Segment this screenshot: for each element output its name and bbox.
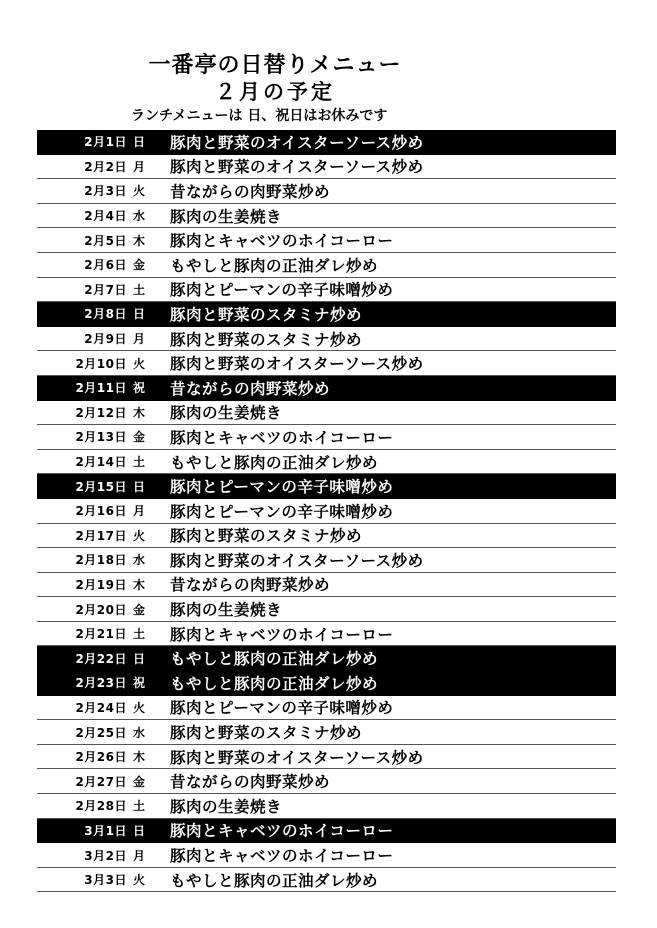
menu-row-closed: [37, 819, 616, 844]
menu-row: [37, 769, 616, 794]
menu-weekday: 水: [133, 553, 146, 568]
menu-dish: 豚肉とピーマンの辛子味噌炒め: [170, 478, 394, 497]
menu-row: [37, 794, 616, 819]
menu-date: 3月1日: [84, 823, 127, 838]
menu-date: 2月4日: [84, 209, 127, 224]
menu-dish: 豚肉とピーマンの辛子味噌炒め: [170, 502, 394, 521]
menu-weekday: 火: [133, 873, 146, 888]
menu-row: [37, 204, 616, 229]
menu-dish: 豚肉とピーマンの辛子味噌炒め: [170, 281, 394, 300]
menu-row: [37, 597, 616, 622]
menu-row: [37, 622, 616, 647]
menu-weekday: 日: [133, 307, 146, 322]
menu-row: [37, 155, 616, 180]
menu-weekday: 月: [133, 504, 146, 519]
menu-weekday: 祝: [133, 381, 146, 396]
menu-row: [37, 868, 616, 893]
menu-row: [37, 843, 616, 868]
menu-row: [37, 720, 616, 745]
menu-date: 2月8日: [84, 307, 127, 322]
menu-weekday: 木: [133, 405, 146, 420]
menu-dish: 豚肉の生姜焼き: [170, 797, 283, 816]
menu-date: 2月26日: [75, 750, 127, 765]
menu-date: 2月17日: [75, 528, 127, 543]
menu-date: 2月20日: [75, 602, 127, 617]
menu-dish: 豚肉とキャベツのホイコーロー: [170, 232, 394, 251]
menu-dish: 豚肉と野菜のスタミナ炒め: [170, 305, 363, 324]
page-title: 一番亭の日替りメニュー: [148, 53, 402, 78]
menu-weekday: 日: [133, 479, 146, 494]
menu-date: 2月18日: [75, 553, 127, 568]
menu-schedule-table: [37, 130, 616, 892]
menu-date: 2月10日: [75, 356, 127, 371]
menu-row-closed: [37, 474, 616, 499]
menu-row: [37, 745, 616, 770]
menu-weekday: 日: [133, 823, 146, 838]
menu-weekday: 金: [133, 430, 146, 445]
menu-row: [37, 401, 616, 426]
menu-date: 2月22日: [75, 651, 127, 666]
menu-dish: 豚肉と野菜のオイスターソース炒め: [170, 158, 424, 177]
menu-row-closed: [37, 376, 616, 401]
menu-date: 2月6日: [84, 258, 127, 273]
menu-row-closed: [37, 130, 616, 155]
menu-dish: 豚肉と野菜のスタミナ炒め: [170, 724, 363, 743]
menu-weekday: 月: [133, 848, 146, 863]
menu-date: 2月9日: [84, 332, 127, 347]
menu-dish: もやしと豚肉の正油ダレ炒め: [170, 871, 379, 890]
menu-dish: 豚肉の生姜焼き: [170, 404, 283, 423]
menu-row: [37, 179, 616, 204]
menu-date: 2月25日: [75, 725, 127, 740]
menu-dish: 豚肉と野菜のオイスターソース炒め: [170, 355, 424, 374]
menu-dish: 豚肉と野菜のオイスターソース炒め: [170, 748, 424, 767]
menu-date: 2月27日: [75, 774, 127, 789]
menu-weekday: 火: [133, 528, 146, 543]
page-subtitle: ２月の予定: [215, 80, 335, 104]
menu-row: [37, 499, 616, 524]
menu-weekday: 土: [133, 799, 146, 814]
menu-date: 2月16日: [75, 504, 127, 519]
menu-dish: 豚肉と野菜のオイスターソース炒め: [170, 133, 424, 152]
menu-weekday: 木: [133, 577, 146, 592]
menu-row-closed: [37, 646, 616, 671]
menu-row: [37, 696, 616, 721]
menu-dish: もやしと豚肉の正油ダレ炒め: [170, 453, 379, 472]
menu-date: 2月19日: [75, 577, 127, 592]
menu-dish: 豚肉とキャベツのホイコーロー: [170, 625, 394, 644]
menu-weekday: 土: [133, 627, 146, 642]
menu-dish: 豚肉と野菜のスタミナ炒め: [170, 527, 363, 546]
menu-dish: 昔ながらの肉野菜炒め: [170, 576, 331, 595]
menu-weekday: 土: [133, 282, 146, 297]
menu-row: [37, 573, 616, 598]
menu-dish: 昔ながらの肉野菜炒め: [170, 182, 331, 201]
menu-dish: 豚肉の生姜焼き: [170, 207, 283, 226]
menu-dish: 豚肉の生姜焼き: [170, 601, 283, 620]
menu-row: [37, 253, 616, 278]
menu-row: [37, 278, 616, 303]
menu-date: 2月21日: [75, 627, 127, 642]
menu-weekday: 祝: [133, 676, 146, 691]
menu-weekday: 水: [133, 209, 146, 224]
menu-dish: もやしと豚肉の正油ダレ炒め: [170, 674, 379, 693]
menu-dish: 昔ながらの肉野菜炒め: [170, 773, 331, 792]
menu-dish: 豚肉とピーマンの辛子味噌炒め: [170, 699, 394, 718]
menu-dish: 豚肉とキャベツのホイコーロー: [170, 847, 394, 866]
menu-dish: 豚肉と野菜のオイスターソース炒め: [170, 551, 424, 570]
menu-row: [37, 351, 616, 376]
menu-date: 3月2日: [84, 848, 127, 863]
menu-row: [37, 228, 616, 253]
menu-dish: 豚肉とキャベツのホイコーロー: [170, 822, 394, 841]
menu-weekday: 月: [133, 159, 146, 174]
menu-row: [37, 548, 616, 573]
menu-dish: 昔ながらの肉野菜炒め: [170, 379, 331, 398]
menu-row-closed: [37, 671, 616, 696]
menu-row: [37, 425, 616, 450]
menu-row: [37, 450, 616, 475]
menu-date: 2月11日: [75, 381, 127, 396]
menu-date: 2月3日: [84, 184, 127, 199]
menu-weekday: 金: [133, 258, 146, 273]
menu-dish: もやしと豚肉の正油ダレ炒め: [170, 650, 379, 669]
menu-row: [37, 327, 616, 352]
menu-date: 2月15日: [75, 479, 127, 494]
menu-row: [37, 524, 616, 549]
menu-date: 2月14日: [75, 455, 127, 470]
menu-weekday: 木: [133, 233, 146, 248]
menu-weekday: 木: [133, 750, 146, 765]
menu-date: 2月13日: [75, 430, 127, 445]
menu-row-closed: [37, 302, 616, 327]
menu-dish: 豚肉と野菜のスタミナ炒め: [170, 330, 363, 349]
menu-date: 2月1日: [84, 135, 127, 150]
menu-date: 2月5日: [84, 233, 127, 248]
menu-weekday: 土: [133, 455, 146, 470]
menu-weekday: 火: [133, 184, 146, 199]
menu-dish: もやしと豚肉の正油ダレ炒め: [170, 256, 379, 275]
menu-date: 2月12日: [75, 405, 127, 420]
menu-weekday: 日: [133, 135, 146, 150]
menu-weekday: 火: [133, 356, 146, 371]
menu-date: 3月3日: [84, 873, 127, 888]
menu-date: 2月2日: [84, 159, 127, 174]
menu-weekday: 水: [133, 725, 146, 740]
menu-date: 2月7日: [84, 282, 127, 297]
menu-weekday: 日: [133, 651, 146, 666]
menu-date: 2月28日: [75, 799, 127, 814]
menu-dish: 豚肉とキャベツのホイコーロー: [170, 428, 394, 447]
menu-weekday: 金: [133, 602, 146, 617]
closure-note: ランチメニューは 日、祝日はお休みです: [131, 108, 388, 124]
menu-date: 2月23日: [75, 676, 127, 691]
menu-weekday: 金: [133, 774, 146, 789]
menu-weekday: 火: [133, 700, 146, 715]
menu-weekday: 月: [133, 332, 146, 347]
menu-date: 2月24日: [75, 700, 127, 715]
